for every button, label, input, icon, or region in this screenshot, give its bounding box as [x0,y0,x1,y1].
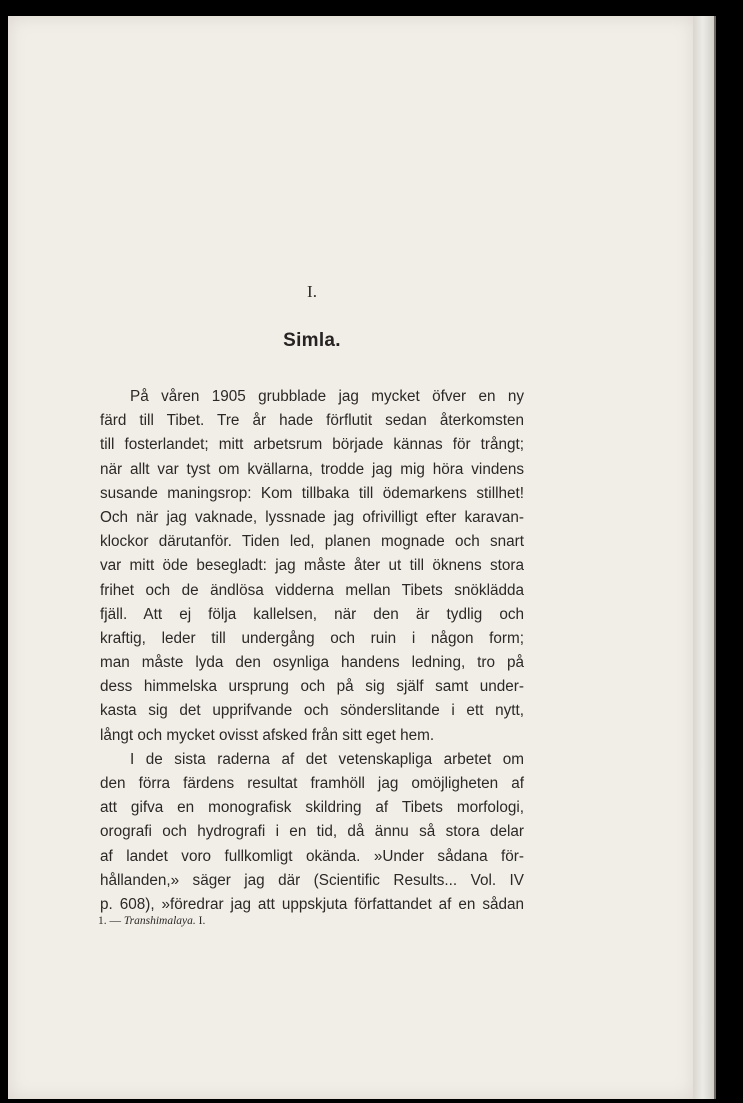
body-text [100,385,524,917]
chapter-number: I. [307,282,317,301]
text-line: när allt var tyst om kvällarna, trodde jag mig höra vindens [100,460,524,478]
signature-number: 1. — [98,915,121,927]
page-edge [693,16,715,1099]
text-line: att gifva en monografisk skildring af Tibets morfologi, [100,799,524,817]
text-line: orografi och hydrografi i en tid, då ännu så stora delar [100,823,524,841]
text-line: var mitt öde besegladt: jag måste åter ut till öknens stora [100,557,524,575]
text-line: man måste lyda den osynliga handens ledning, tro på [100,654,524,672]
printer-signature [98,915,205,927]
text-line: kraftig, leder till undergång och ruin i någon form; [100,629,524,647]
text-line: p. 608), »föredrar jag att uppskjuta författandet af en sådan [100,895,524,913]
text-line: På våren 1905 grubblade jag mycket öfver en ny [130,388,524,405]
text-line: klockor därutanför. Tiden led, planen mognade och snart [100,533,524,551]
text-line: Och när jag vaknade, lyssnade jag ofrivilligt efter karavan- [100,508,524,526]
signature-title: Transhimalaya. [123,915,196,927]
text-line: hållanden,» säger jag där (Scientific Results... Vol. IV [100,871,524,889]
text-line: I de sista raderna af det vetenskapliga arbetet om [130,750,524,768]
page-edge-shadow [714,16,716,1099]
text-line: fjäll. Att ej följa kallelsen, när den är tydlig och [100,605,524,623]
book-page [8,16,694,1099]
chapter-title: Simla. [283,330,341,351]
text-line: kasta sig det upprifvande och sönderslitande i ett nytt, [100,702,524,720]
text-line: susande maningsrop: Kom tillbaka till ödemarkens stillhet! [100,484,524,502]
text-line: af landet voro fullkomligt okända. »Under sådana för- [100,847,524,865]
text-line: den förra färdens resultat framhöll jag omöjligheten af [100,775,524,792]
text-line: dess himmelska ursprung och på sig själf samt under- [100,678,524,696]
text-line: långt och mycket ovisst afsked från sitt eget hem. [100,726,435,744]
signature-volume: I. [198,915,206,927]
text-line: färd till Tibet. Tre år hade förflutit sedan återkomsten [100,412,524,430]
text-line: till fosterlandet; mitt arbetsrum började kännas för trångt; [100,436,524,454]
text-line: frihet och de ändlösa vidderna mellan Tibets snöklädda [100,581,524,599]
